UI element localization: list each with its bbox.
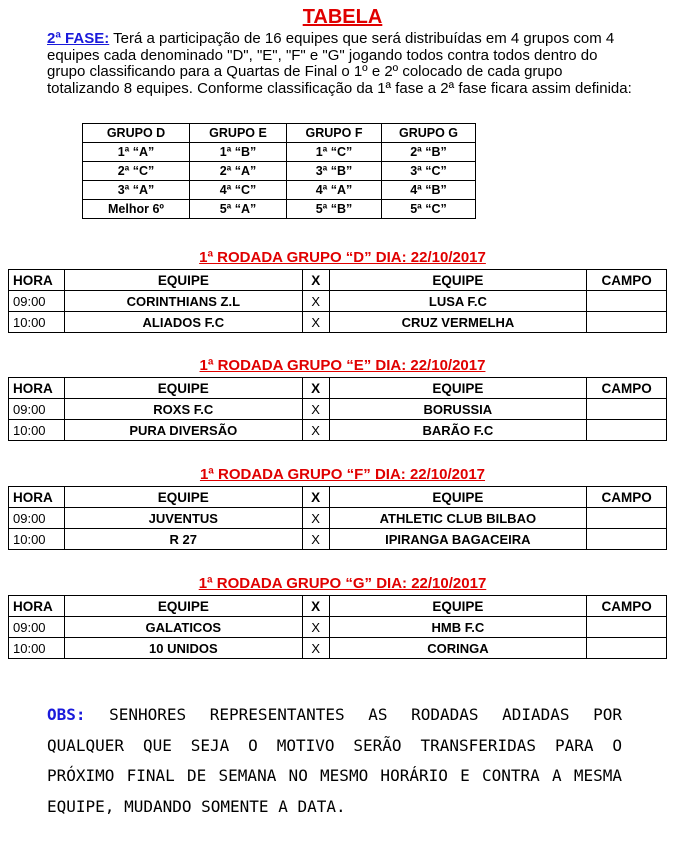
- col-equipe-1: EQUIPE: [64, 487, 302, 508]
- round-title-g: 1ª RODADA GRUPO “G” DIA: 22/10/2017: [198, 575, 487, 592]
- match-away-team: CRUZ VERMELHA: [329, 312, 587, 333]
- group-cell: 4ª “B”: [382, 181, 476, 200]
- match-hora: 09:00: [9, 508, 65, 529]
- match-header-row: [9, 596, 667, 617]
- col-x: X: [302, 596, 329, 617]
- round-title-d: 1ª RODADA GRUPO “D” DIA: 22/10/2017: [199, 249, 486, 266]
- match-hora: 09:00: [9, 617, 65, 638]
- group-header: GRUPO E: [190, 124, 287, 143]
- group-cell: 5ª “C”: [382, 200, 476, 219]
- col-hora: HORA: [9, 270, 65, 291]
- match-hora: 10:00: [9, 312, 65, 333]
- group-cell: 3ª “B”: [287, 162, 382, 181]
- match-away-team: BARÃO F.C: [329, 420, 587, 441]
- match-versus: X: [302, 529, 329, 550]
- groups-header-row: [83, 124, 476, 143]
- col-equipe-2: EQUIPE: [329, 378, 587, 399]
- intro-lead: 2ª FASE:: [47, 30, 110, 47]
- match-versus: X: [302, 312, 329, 333]
- col-equipe-1: EQUIPE: [64, 596, 302, 617]
- groups-row: [83, 143, 476, 162]
- group-cell: 4ª “A”: [287, 181, 382, 200]
- group-cell: 5ª “A”: [190, 200, 287, 219]
- group-cell: 3ª “C”: [382, 162, 476, 181]
- col-campo: CAMPO: [587, 596, 667, 617]
- groups-row: [83, 162, 476, 181]
- match-row: [9, 291, 667, 312]
- match-home-team: CORINTHIANS Z.L: [64, 291, 302, 312]
- match-hora: 09:00: [9, 291, 65, 312]
- match-home-team: GALATICOS: [64, 617, 302, 638]
- match-campo: [587, 399, 667, 420]
- match-campo: [587, 617, 667, 638]
- match-campo: [587, 291, 667, 312]
- match-home-team: R 27: [64, 529, 302, 550]
- match-away-team: IPIRANGA BAGACEIRA: [329, 529, 587, 550]
- col-hora: HORA: [9, 487, 65, 508]
- round-title-f: 1ª RODADA GRUPO “F” DIA: 22/10/2017: [199, 466, 486, 483]
- match-campo: [587, 638, 667, 659]
- col-equipe-1: EQUIPE: [64, 378, 302, 399]
- groups-row: [83, 181, 476, 200]
- match-home-team: ALIADOS F.C: [64, 312, 302, 333]
- match-hora: 09:00: [9, 399, 65, 420]
- match-away-team: ATHLETIC CLUB BILBAO: [329, 508, 587, 529]
- group-header: GRUPO D: [83, 124, 190, 143]
- match-hora: 10:00: [9, 420, 65, 441]
- match-versus: X: [302, 399, 329, 420]
- intro-paragraph: [47, 31, 637, 97]
- match-header-row: [9, 378, 667, 399]
- group-cell: 2ª “C”: [83, 162, 190, 181]
- col-campo: CAMPO: [587, 270, 667, 291]
- group-cell: 4ª “C”: [190, 181, 287, 200]
- match-versus: X: [302, 638, 329, 659]
- group-cell: 2ª “A”: [190, 162, 287, 181]
- col-x: X: [302, 270, 329, 291]
- group-cell: 5ª “B”: [287, 200, 382, 219]
- match-table-g: [8, 595, 667, 659]
- col-hora: HORA: [9, 596, 65, 617]
- col-equipe-1: EQUIPE: [64, 270, 302, 291]
- groups-table: [82, 123, 476, 219]
- match-row: [9, 312, 667, 333]
- obs-note: [47, 700, 622, 822]
- match-home-team: 10 UNIDOS: [64, 638, 302, 659]
- match-row: [9, 399, 667, 420]
- match-home-team: JUVENTUS: [64, 508, 302, 529]
- match-away-team: BORUSSIA: [329, 399, 587, 420]
- match-table-f: [8, 486, 667, 550]
- match-header-row: [9, 487, 667, 508]
- col-campo: CAMPO: [587, 378, 667, 399]
- match-row: [9, 529, 667, 550]
- col-equipe-2: EQUIPE: [329, 270, 587, 291]
- group-cell: 1ª “B”: [190, 143, 287, 162]
- col-x: X: [302, 378, 329, 399]
- group-cell: Melhor 6º: [83, 200, 190, 219]
- match-away-team: HMB F.C: [329, 617, 587, 638]
- round-title-e: 1ª RODADA GRUPO “E” DIA: 22/10/2017: [199, 357, 486, 374]
- group-cell: 2ª “B”: [382, 143, 476, 162]
- match-hora: 10:00: [9, 638, 65, 659]
- group-cell: 1ª “A”: [83, 143, 190, 162]
- match-table-e: [8, 377, 667, 441]
- col-campo: CAMPO: [587, 487, 667, 508]
- col-equipe-2: EQUIPE: [329, 487, 587, 508]
- match-away-team: CORINGA: [329, 638, 587, 659]
- intro-text: Terá a participação de 16 equipes que será distribuídas em 4 grupos com 4 equipes cada denominado "D", "E", "F" e "G" jogando todos contra todos dentro do grupo classificando para a Quartas de Final o 1º e 2º colocado de cada grupo totalizando 8 equipes. Conforme classificação da 1ª fase a 2ª fase ficara assim definida:: [47, 30, 632, 97]
- match-versus: X: [302, 291, 329, 312]
- groups-row: [83, 200, 476, 219]
- match-row: [9, 420, 667, 441]
- col-equipe-2: EQUIPE: [329, 596, 587, 617]
- group-cell: 3ª “A”: [83, 181, 190, 200]
- match-home-team: ROXS F.C: [64, 399, 302, 420]
- match-row: [9, 617, 667, 638]
- match-home-team: PURA DIVERSÃO: [64, 420, 302, 441]
- group-header: GRUPO F: [287, 124, 382, 143]
- match-campo: [587, 312, 667, 333]
- obs-lead: OBS:: [47, 705, 86, 724]
- match-versus: X: [302, 617, 329, 638]
- obs-text: SENHORES REPRESENTANTES AS RODADAS ADIADAS POR QUALQUER QUE SEJA O MOTIVO SERÃO TRANSFERIDAS PARA O PRÓXIMO FINAL DE SEMANA NO MESMO HORÁRIO E CONTRA A MESMA EQUIPE, MUDANDO SOMENTE A DATA.: [47, 705, 622, 816]
- page-title: TABELA: [302, 6, 383, 28]
- group-header: GRUPO G: [382, 124, 476, 143]
- match-campo: [587, 529, 667, 550]
- match-versus: X: [302, 508, 329, 529]
- col-hora: HORA: [9, 378, 65, 399]
- match-campo: [587, 420, 667, 441]
- group-cell: 1ª “C”: [287, 143, 382, 162]
- match-away-team: LUSA F.C: [329, 291, 587, 312]
- match-hora: 10:00: [9, 529, 65, 550]
- match-campo: [587, 508, 667, 529]
- match-header-row: [9, 270, 667, 291]
- match-versus: X: [302, 420, 329, 441]
- match-row: [9, 638, 667, 659]
- match-table-d: [8, 269, 667, 333]
- match-row: [9, 508, 667, 529]
- col-x: X: [302, 487, 329, 508]
